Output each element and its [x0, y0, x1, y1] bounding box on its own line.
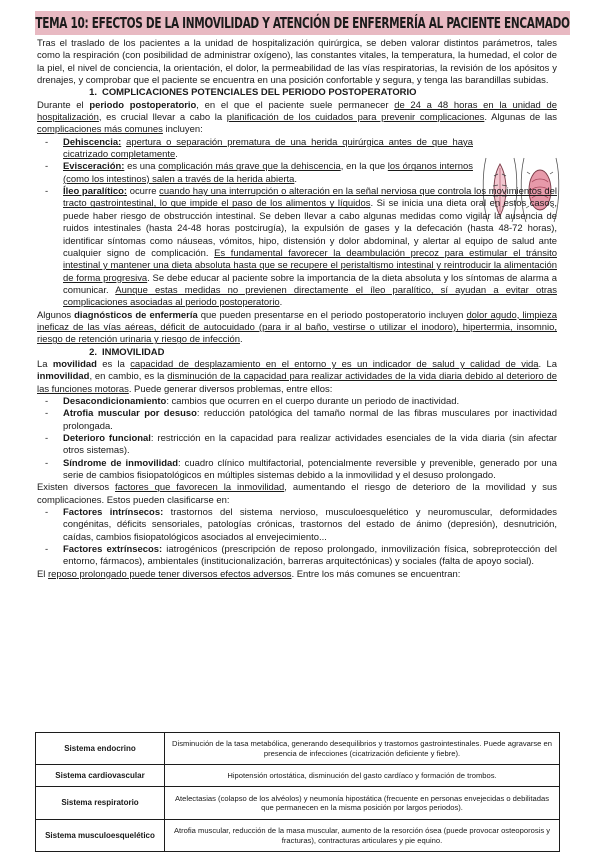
rest-effects-paragraph: El reposo prolongado puede tener diversos efectos adversos. Entre los más comunes se encuentran: — [37, 568, 461, 580]
mobility-paragraph: La movilidad es la capacidad de desplazamiento en el entorno y es un indicador de salud y calidad de vida. La inmovilidad, en cambio, es la disminución de la capacidad para realizar actividades de la vida diaria debido al deterioro de las funciones motoras. Puede generar diversos problemas, entre ellos: — [37, 358, 557, 395]
factor-item-extrinsic: - Factores extrínsecos: iatrogénicos (prescripción de reposo prolongado, inmovilización física, sobreprotección del entorno, fármacos), ambientales (institucionalización, barreras arquitectónicas) y sociales (falta de apoyo social). — [45, 544, 557, 568]
problem-item: - Desacondicionamiento: cambios que ocurren en el cuerpo durante un periodo de inactividad. — [45, 395, 460, 407]
problem-item: - Deterioro funcional: restricción en la capacidad para realizar actividades esenciales de la vida diaria (sin afectar otros sistemas). — [45, 433, 557, 457]
title-band — [35, 11, 570, 35]
factor-item-intrinsic: - Factores intrínsecos: trastornos del sistema nervioso, musculoesquelético y neuromuscular, deformidades congénitas, déficits sensoriales, patologías crónicas, trastornos del estado de ánimo (depresión), desnutrición, caídas, cambios fisiopatológicos asociados al envejecimiento... — [45, 507, 557, 543]
section-2-title: INMOVILIDAD — [102, 346, 165, 358]
table-cell-system: Sistema endocrino — [36, 733, 165, 765]
table-cell-effects: Disminución de la tasa metabólica, generando desequilibrios y trastornos gastrointestinales. Puede agravarse en presencia de infecciones (cicatrización deficiente y fiebre). — [165, 733, 560, 765]
effects-table — [35, 732, 560, 852]
table-cell-system: Sistema respiratorio — [36, 787, 165, 820]
table-row — [36, 787, 560, 820]
table-row — [36, 765, 560, 787]
table-cell-effects: Hipotensión ortostática, disminución del gasto cardíaco y formación de trombos. — [165, 765, 560, 787]
section-1-heading — [37, 87, 557, 99]
section-2-heading — [37, 347, 557, 359]
diagnoses-paragraph: Algunos diagnósticos de enfermería que pueden presentarse en el periodo postoperatorio incluyen dolor agudo, limpieza ineficaz de las vías aéreas, déficit de autocuidado (para ir al baño, vestirse o utilizar el inodoro), hipertermia, insomnio, riesgo de retención urinaria y riesgo de infección. — [37, 309, 557, 346]
problem-item: - Síndrome de inmovilidad: cuadro clínico multifactorial, potencialmente reversible y prevenible, generado por una serie de cambios fisiopatológicos en múltiples sistemas debido a la inmovilidad y el desuso prolongado. — [45, 457, 557, 482]
table-row — [36, 733, 560, 765]
factors-paragraph: Existen diversos factores que favorecen la inmovilidad, aumentando el riesgo de deterioro de la movilidad y sus complicaciones. Estos pueden clasificarse en: — [37, 482, 557, 506]
page-title: TEMA 10: EFECTOS DE LA INMOVILIDAD Y ATENCIÓN DE ENFERMERÍA AL PACIENTE ENCAMADO — [35, 14, 570, 32]
postop-paragraph: Durante el periodo postoperatorio, en el que el paciente suele permanecer de 24 a 48 horas en la unidad de hospitalización, es crucial llevar a cabo la planificación de los cuidados para prevenir complicaciones. Algunas de las complicaciones más comunes incluyen: — [37, 99, 558, 136]
section-1-title: COMPLICACIONES POTENCIALES DEL PERIODO POSTOPERATORIO — [102, 87, 417, 99]
table-cell-effects: Atrofia muscular, reducción de la masa muscular, aumento de la resorción ósea (puede provocar osteoporosis y fracturas), contracturas articulares y pie equino. — [165, 820, 560, 852]
intro-paragraph: Tras el traslado de los pacientes a la unidad de hospitalización quirúrgica, se deben valorar distintos parámetros, tales como la respiración (con posibilidad de administrar oxígeno), las constantes vitales, la temperatura, la humedad, el color de la piel, el nivel de conciencia, la orientación, el dolor, la permeabilidad de las vías respiratorias, la revisión de los apósitos y drenajes, y comprobar que el paciente se encuentra en una posición confortable y segura, y tenga las barandillas subidas. — [37, 38, 557, 87]
problem-item: - Atrofia muscular por desuso: reducción patológica del tamaño normal de las fibras musculares por inactividad prolongada. — [45, 408, 557, 432]
content — [37, 38, 557, 581]
section-2-number: 2. — [89, 346, 97, 358]
table-cell-system: Sistema musculoesquelético — [36, 820, 165, 852]
section-1-number: 1. — [89, 87, 97, 99]
list-item-dehiscencia: - Dehiscencia: apertura o separación prematura de una herida quirúrgica antes de que haya cicatrizado completamente. — [45, 136, 473, 161]
list-item-ileo: - Íleo paralítico: ocurre cuando hay una interrupción o alteración en la señal nerviosa que controla los movimientos del tracto gastrointestinal, lo que impide el paso de los alimentos y líquidos. Si se inicia una dieta oral en estos casos, puede haber riesgo de obstrucción intestinal. Se deben llevar a cabo algunas medidas como vigilar la ausencia de ruidos intestinales (hasta 24-48 horas postcirugía), la expulsión de gases y la defecación (hasta 48-72 horas), identificar síntomas como náuseas, vómitos, hipo, distensión y dolor abdominal, y alertar al equipo de salud ante cualquier signo de complicación. Es fundamental favorecer la deambulación precoz para estimular el tránsito intestinal y mantener una dieta absoluta hasta que se recupere el peristaltismo intestinal y reintroducir la alimentación de forma progresiva. Se debe educar al paciente sobre la importancia de la dieta absoluta y los síntomas de alarma a comunicar. Aunque estas medidas no previenen directamente el íleo paralítico, sí ayudan a evitar otras complicaciones asociadas al periodo postoperatorio. — [45, 186, 558, 309]
table-cell-system: Sistema cardiovascular — [36, 765, 165, 787]
list-item-evisceracion: - Evisceración: es una complicación más grave que la dehiscencia, en la que los órganos internos (como los intestinos) salen a través de la herida abierta. — [45, 161, 473, 185]
table-row — [36, 820, 560, 852]
table-cell-effects: Atelectasias (colapso de los alvéolos) y neumonía hipostática (frecuente en personas envejecidas o debilitadas que permanecen en la misma posición por largos periodos). — [165, 787, 560, 820]
